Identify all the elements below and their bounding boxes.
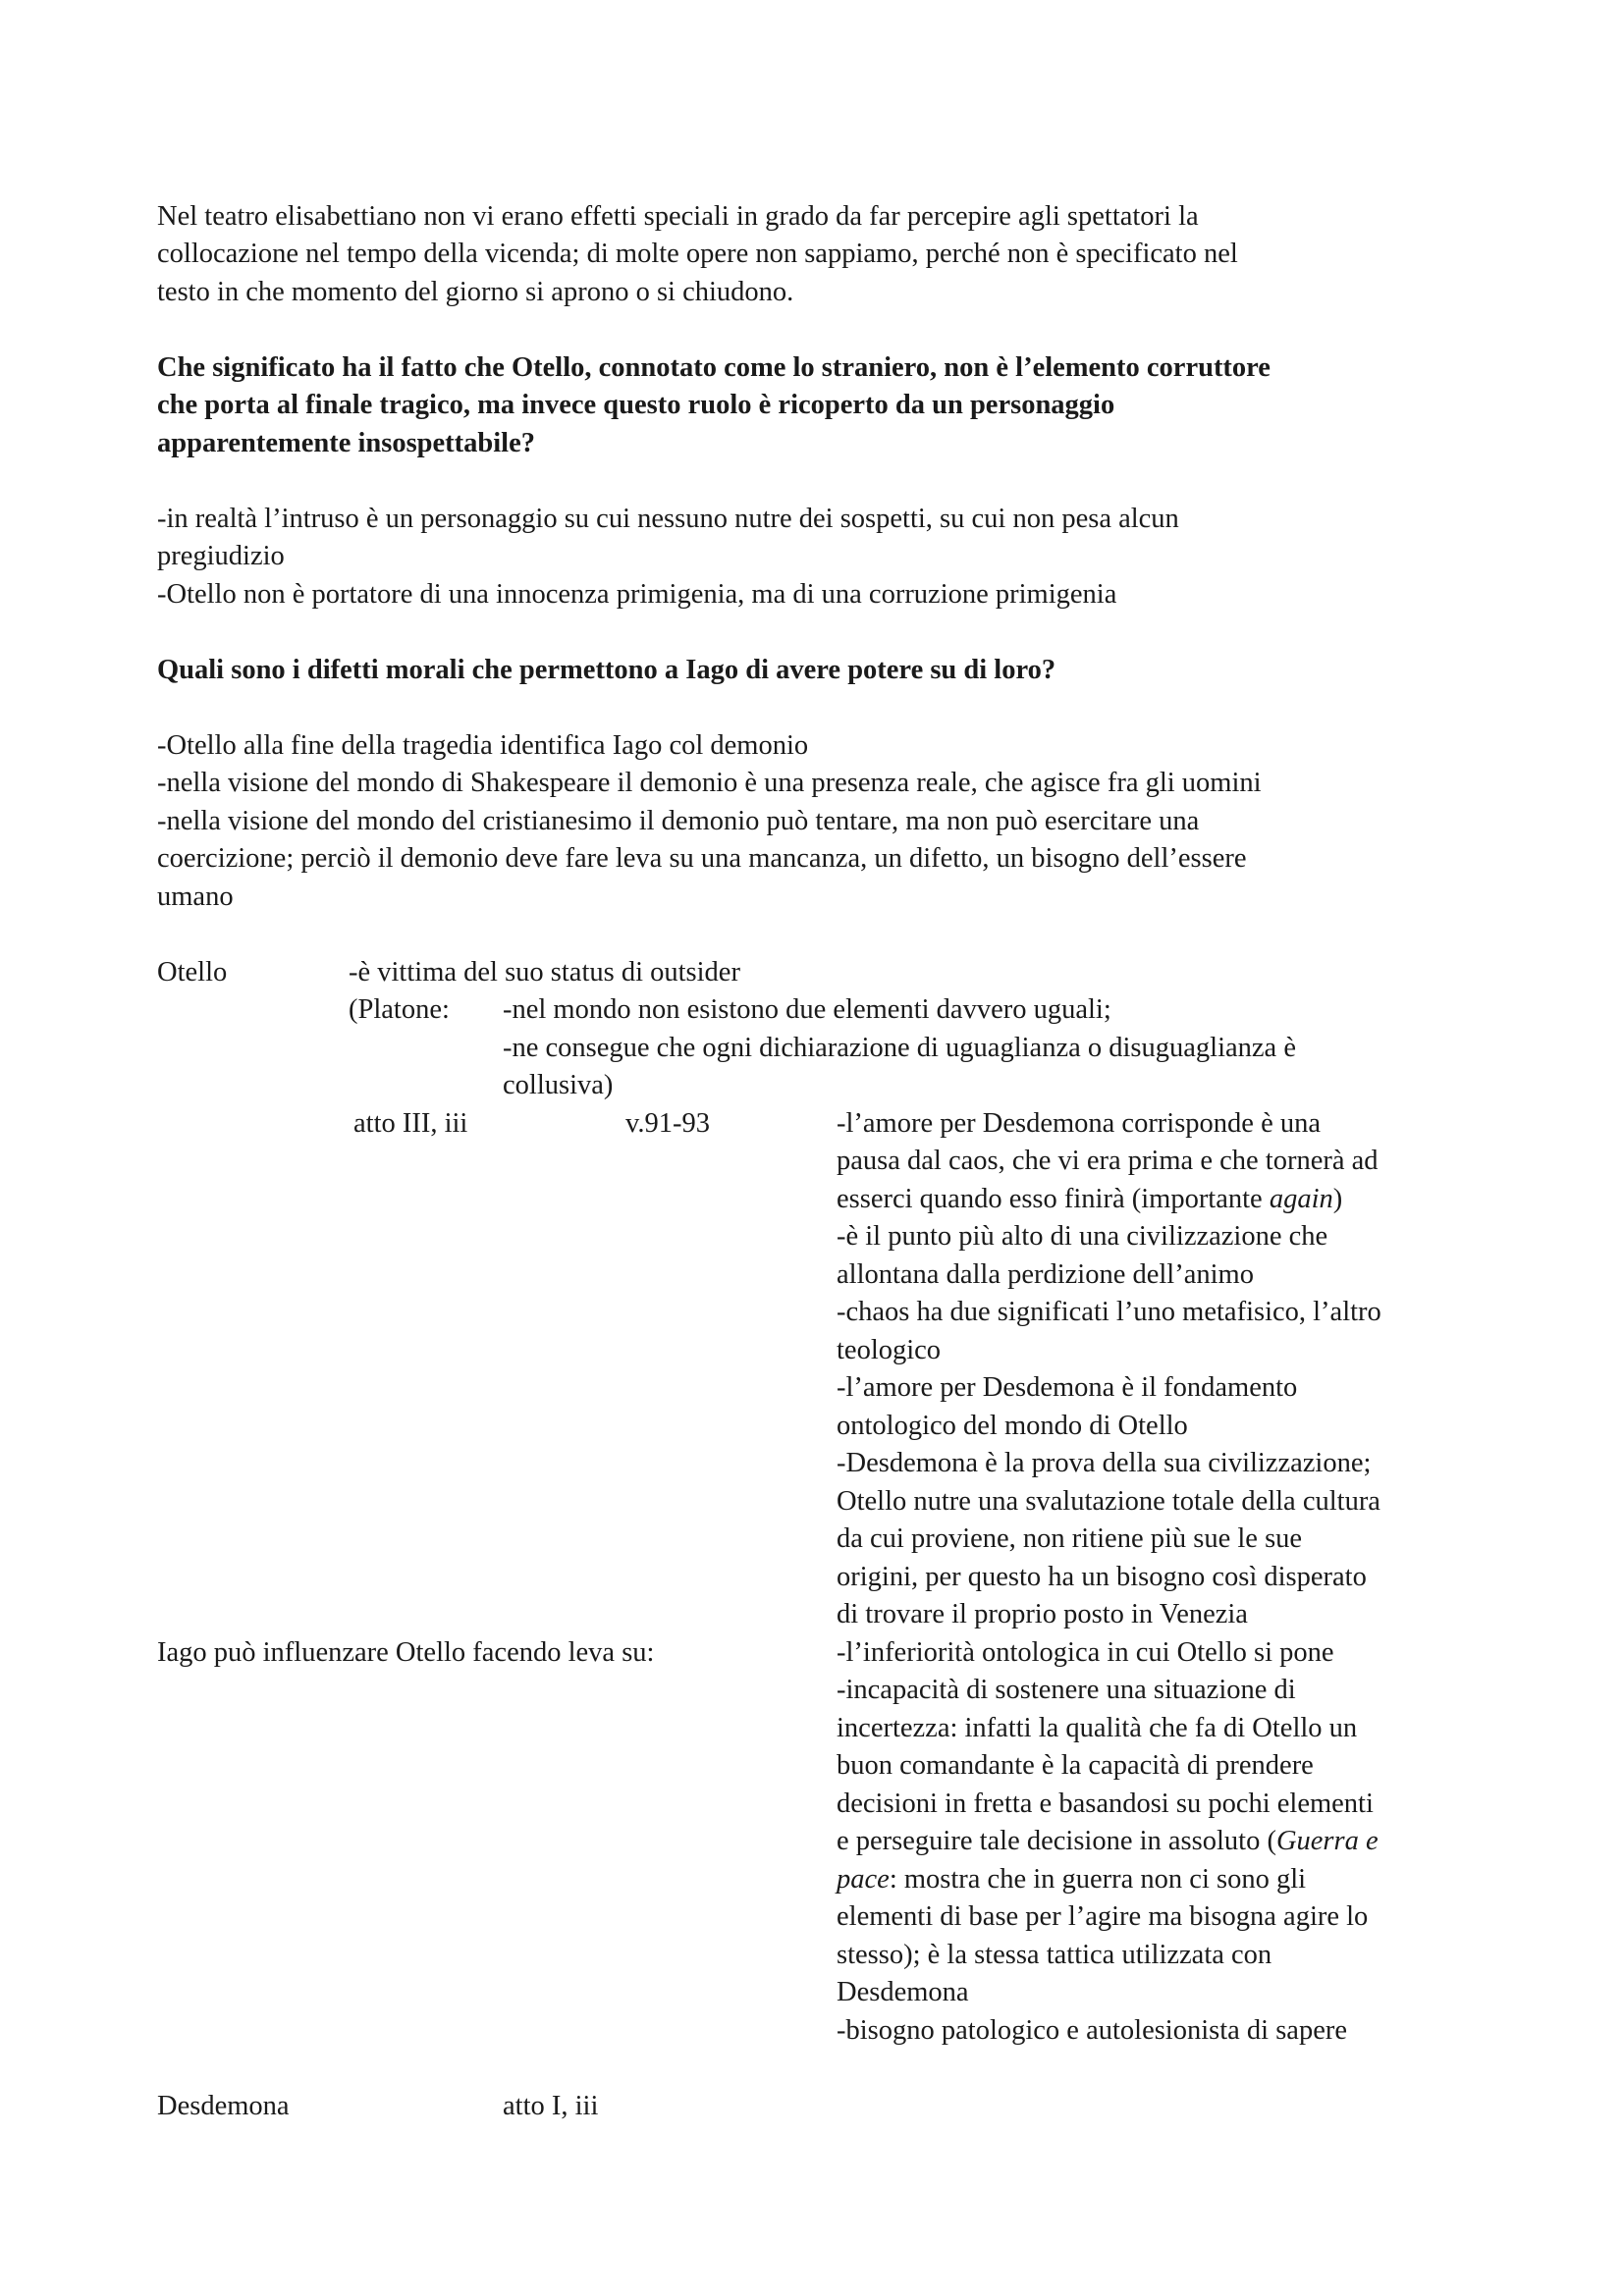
- iago-note-line-10: Desdemona: [837, 1977, 969, 2007]
- otello-note-line-13: origini, per questo ha un bisogno così disperato: [837, 1562, 1367, 1592]
- intro-line-2: collocazione nel tempo della vicenda; di molte opere non sappiamo, perché non è specificato nel: [157, 239, 1238, 269]
- iago-note-line-2: -incapacità di sostenere una situazione di: [837, 1675, 1296, 1705]
- otello-note-line-8: -l’amore per Desdemona è il fondamento: [837, 1372, 1298, 1403]
- iago-note-line-5: decisioni in fretta e basandosi su pochi elementi: [837, 1789, 1374, 1819]
- pace-italic: pace: [837, 1864, 890, 1895]
- iago-note-line-1: -l’inferiorità ontologica in cui Otello si pone: [837, 1637, 1334, 1668]
- otello-verse-ref: v.91-93: [625, 1108, 711, 1139]
- answer-2-line-5: umano: [157, 881, 234, 912]
- intro-line-3: testo in che momento del giorno si aprono o si chiudono.: [157, 277, 794, 307]
- otello-note-line-11: Otello nutre una svalutazione totale della cultura: [837, 1486, 1380, 1517]
- platone-label: (Platone:: [349, 994, 450, 1025]
- otello-note-line-1: -l’amore per Desdemona corrisponde è una: [837, 1108, 1322, 1139]
- otello-note-line-6: -chaos ha due significati l’uno metafisico, l’altro: [837, 1297, 1381, 1327]
- otello-note-line-7: teologico: [837, 1335, 942, 1365]
- otello-note-line-3: esserci quando esso finirà (importante again): [837, 1184, 1343, 1214]
- answer-2-line-4: coercizione; perciò il demonio deve fare leva su una mancanza, un difetto, un bisogno dell’essere: [157, 843, 1247, 874]
- iago-note-line-11: -bisogno patologico e autolesionista di sapere: [837, 2015, 1347, 2046]
- iago-note-line-9: stesso); è la stessa tattica utilizzata con: [837, 1940, 1272, 1970]
- desdemona-act-ref: atto I, iii: [503, 2091, 599, 2121]
- iago-note-line-3: incertezza: infatti la qualità che fa di Otello un: [837, 1713, 1358, 1743]
- answer-1-line-2: pregiudizio: [157, 541, 285, 571]
- desdemona-label: Desdemona: [157, 2091, 290, 2121]
- question-1-line-1: Che significato ha il fatto che Otello, connotato come lo straniero, non è l’elemento corruttore: [157, 352, 1271, 383]
- iago-note-line-7: pace: mostra che in guerra non ci sono gli: [837, 1864, 1307, 1895]
- question-1-line-3: apparentemente insospettabile?: [157, 428, 536, 458]
- otello-note-line-2: pausa dal caos, che vi era prima e che tornerà ad: [837, 1146, 1379, 1176]
- iago-note-line-4: buon comandante è la capacità di prendere: [837, 1750, 1314, 1781]
- platone-line-2: -ne consegue che ogni dichiarazione di uguaglianza o disuguaglianza è: [503, 1033, 1296, 1063]
- platone-line-3: collusiva): [503, 1070, 614, 1100]
- otello-note-line-12: da cui proviene, non ritiene più sue le sue: [837, 1523, 1303, 1554]
- otello-act-ref: atto III, iii: [353, 1108, 468, 1139]
- answer-1-line-3: -Otello non è portatore di una innocenza primigenia, ma di una corruzione primigenia: [157, 579, 1117, 610]
- otello-note-line-10: -Desdemona è la prova della sua civilizzazione;: [837, 1448, 1372, 1478]
- answer-2-line-3: -nella visione del mondo del cristianesimo il demonio può tentare, ma non può esercitare una: [157, 806, 1200, 836]
- question-2: Quali sono i difetti morali che permettono a Iago di avere potere su di loro?: [157, 655, 1056, 685]
- iago-note-line-6: e perseguire tale decisione in assoluto (Guerra e: [837, 1826, 1379, 1856]
- guerra-e-pace-italic: Guerra e: [1275, 1826, 1379, 1856]
- answer-1-line-1: -in realtà l’intruso è un personaggio su cui nessuno nutre dei sospetti, su cui non pesa alcun: [157, 504, 1179, 534]
- otello-note-line-9: ontologico del mondo di Otello: [837, 1411, 1188, 1441]
- again-italic: again: [1269, 1184, 1333, 1214]
- otello-label: Otello: [157, 957, 228, 988]
- intro-line-1: Nel teatro elisabettiano non vi erano effetti speciali in grado da far percepire agli spettatori la: [157, 201, 1199, 232]
- question-1-line-2: che porta al finale tragico, ma invece questo ruolo è ricoperto da un personaggio: [157, 390, 1115, 420]
- otello-note-line-14: di trovare il proprio posto in Venezia: [837, 1599, 1248, 1629]
- otello-note-line-5: allontana dalla perdizione dell’animo: [837, 1259, 1254, 1290]
- iago-note-line-8: elementi di base per l’agire ma bisogna agire lo: [837, 1901, 1369, 1932]
- otello-note-line-4: -è il punto più alto di una civilizzazione che: [837, 1221, 1328, 1252]
- iago-label: Iago può influenzare Otello facendo leva su:: [157, 1637, 655, 1668]
- answer-2-line-1: -Otello alla fine della tragedia identifica Iago col demonio: [157, 730, 809, 761]
- answer-2-line-2: -nella visione del mondo di Shakespeare il demonio è una presenza reale, che agisce fra gli uomini: [157, 768, 1262, 798]
- otello-status: -è vittima del suo status di outsider: [349, 957, 740, 988]
- platone-line-1: -nel mondo non esistono due elementi davvero uguali;: [503, 994, 1111, 1025]
